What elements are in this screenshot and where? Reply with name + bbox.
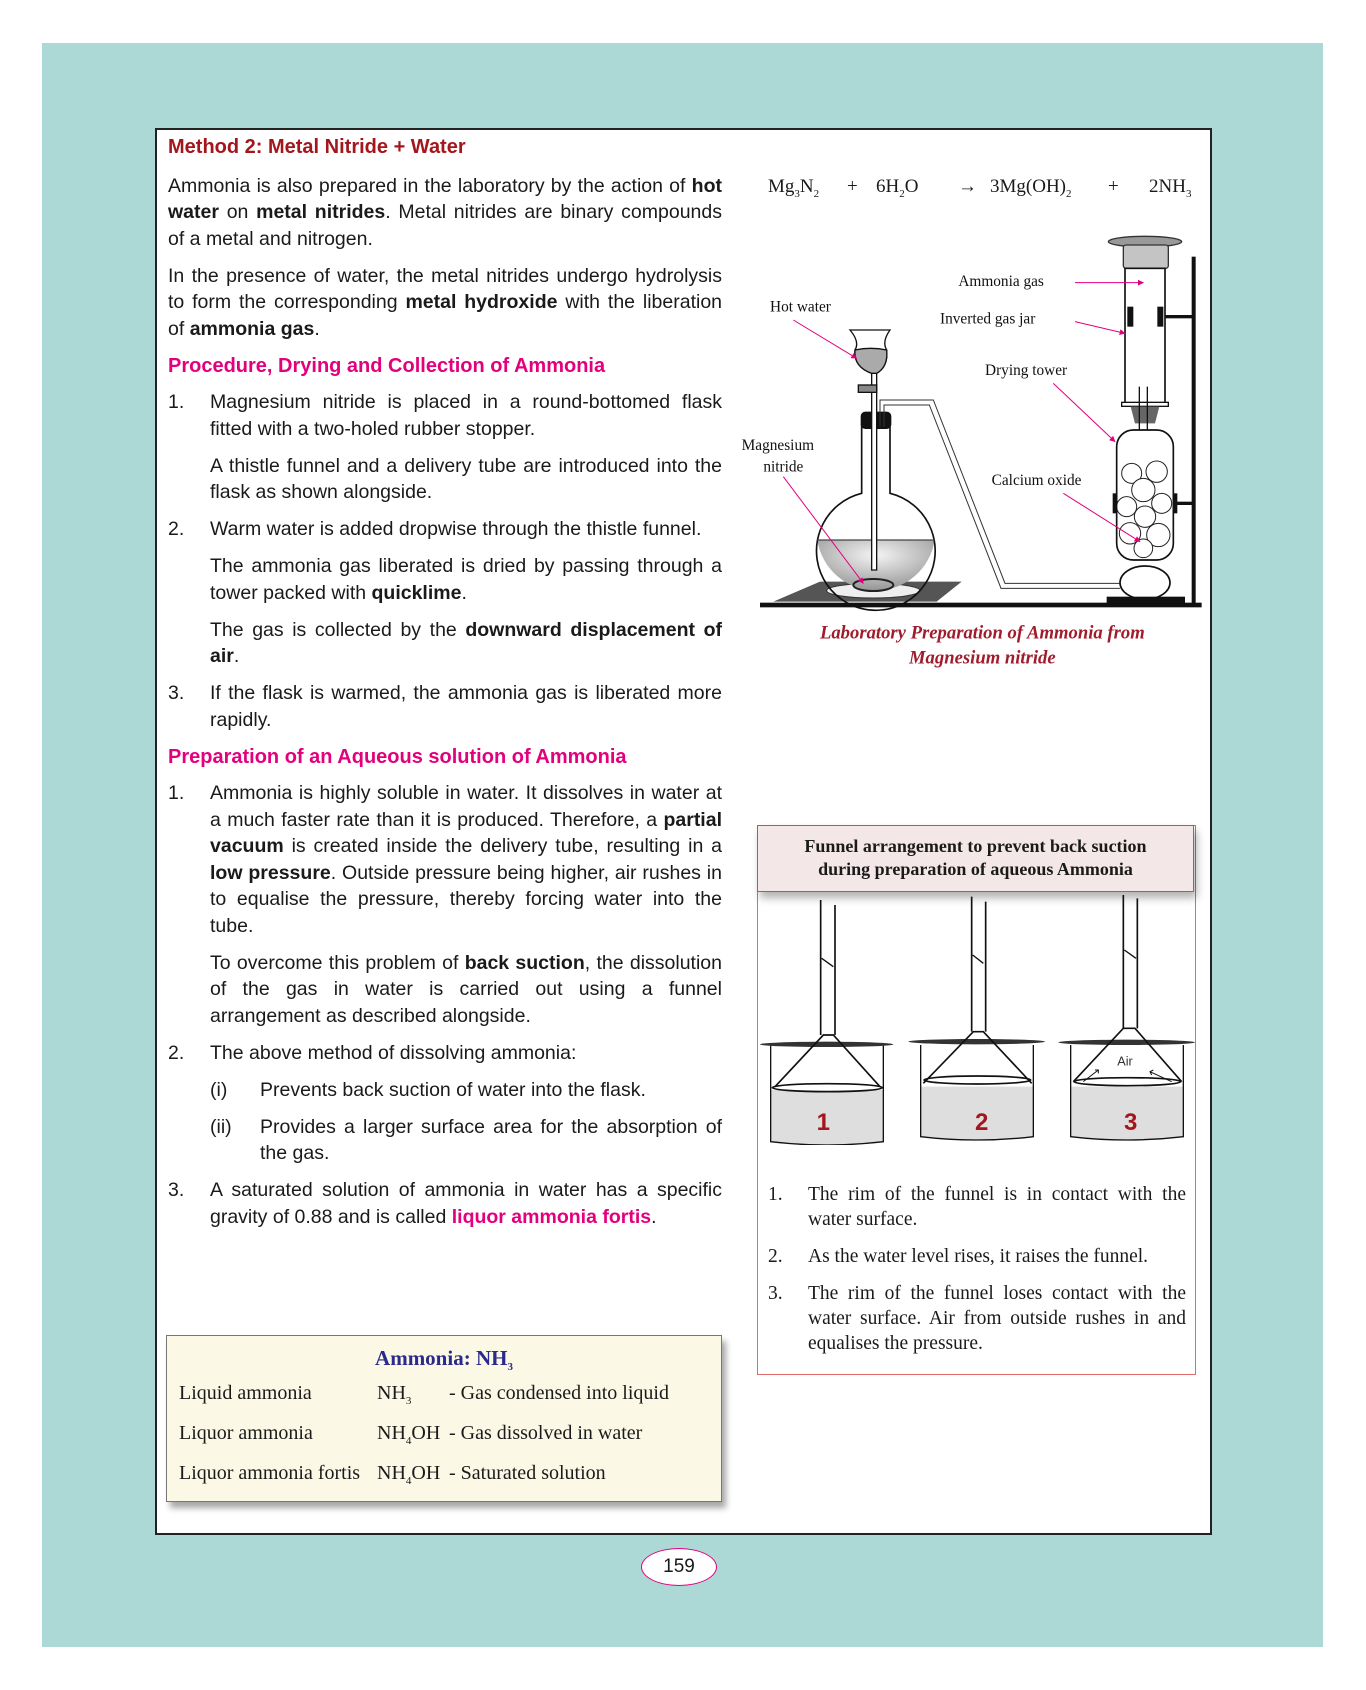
list-item <box>168 516 722 543</box>
subscript: 3 <box>507 1361 513 1373</box>
item-text: The above method of dissolving ammonia: <box>210 1041 577 1064</box>
bold-text: ammonia gas <box>189 317 315 340</box>
item-text: Prevents back suction of water into the flask. <box>260 1078 646 1101</box>
row-description: - Gas condensed into liquid <box>449 1382 669 1404</box>
stand-rod <box>1192 257 1196 605</box>
subscript: 3 <box>794 188 800 200</box>
bold-text: hot water <box>168 174 722 223</box>
air-arrow-icon <box>1083 1070 1171 1082</box>
procedure-heading: Procedure, Drying and Collection of Ammonia <box>168 354 606 377</box>
page-number: 159 <box>641 1548 717 1586</box>
beaker-number: 1 <box>816 1109 831 1136</box>
row-name: Liquor ammonia fortis <box>179 1462 361 1484</box>
item-text: The rim of the funnel loses contact with the water surface. Air from outside rushes in and equalises the pressure. <box>808 1283 1186 1354</box>
funnel-diagrams <box>750 895 1210 1145</box>
diagram-labels <box>742 273 1082 489</box>
method-title: Method 2: Metal Nitride + Water <box>168 136 466 158</box>
item-text <box>210 1177 722 1230</box>
row-description: - Saturated solution <box>449 1462 606 1484</box>
item-text: The rim of the funnel is in contact with the water surface. <box>808 1184 1186 1230</box>
formula-part: NH <box>377 1382 406 1404</box>
text: on <box>218 201 257 223</box>
intro-paragraph-2 <box>168 263 722 343</box>
item-number: (i) <box>210 1078 228 1101</box>
bold-text: low pressure <box>210 861 331 884</box>
eq-part: 2NH <box>1149 176 1186 197</box>
subscript: 3 <box>1185 188 1192 200</box>
eq-part: 3Mg(OH) <box>990 176 1066 197</box>
caption-line: Laboratory Preparation of Ammonia from <box>819 622 1145 644</box>
formula-part: NH <box>377 1462 406 1484</box>
bold-text: metal nitrides <box>256 201 386 223</box>
list-item <box>168 680 722 733</box>
box-title <box>167 1346 721 1371</box>
subscript: 2 <box>813 188 820 200</box>
caption-line: Magnesium nitride <box>908 647 1056 669</box>
row-description: - Gas dissolved in water <box>449 1422 643 1444</box>
label-ammonia-gas: Ammonia gas <box>958 273 1044 290</box>
thistle-funnel <box>850 330 890 570</box>
plus-sign: + <box>847 176 858 197</box>
row-formula <box>377 1422 440 1445</box>
text: Ammonia is also prepared in the laboratory by the action of <box>168 174 692 197</box>
text: with the liberation of <box>168 291 723 340</box>
text: , the dissolution of the gas in water is carried out using a funnel arrangement as described alongside. <box>210 951 722 1027</box>
text: A saturated solution of ammonia in water has a specific gravity of 0.88 and is called <box>210 1179 722 1228</box>
label-drying-tower: Drying tower <box>985 362 1068 379</box>
beaker-number: 2 <box>974 1109 989 1136</box>
item-number: 1. <box>768 1184 783 1205</box>
text: is created inside the delivery tube, resulting in a <box>283 835 722 857</box>
list-item <box>168 1040 722 1067</box>
item-number: 3. <box>768 1283 783 1304</box>
item-text <box>210 780 722 939</box>
eq-part: 6H <box>876 176 900 197</box>
label-magnesium: Magnesium <box>741 437 815 454</box>
list-subparagraph <box>168 617 722 670</box>
beaker-number: 3 <box>1123 1109 1138 1136</box>
beaker-2 <box>908 897 1045 1140</box>
formula-part: OH <box>411 1422 441 1444</box>
subscript: 2 <box>899 188 905 200</box>
label-calcium-oxide: Calcium oxide <box>991 472 1082 489</box>
bold-text: metal hydroxide <box>405 291 558 313</box>
list-subparagraph <box>168 553 722 606</box>
text: Ammonia is highly soluble in water. It dissolves in water at a much faster rate than it is produced. Therefore, a <box>210 782 722 831</box>
pointer-arrows <box>783 283 1143 584</box>
header-line: during preparation of aqueous Ammonia <box>818 859 1133 879</box>
item-text: If the flask is warmed, the ammonia gas is liberated more rapidly. <box>210 682 722 731</box>
subscript: 3 <box>405 1395 412 1407</box>
title-text: Ammonia: NH <box>375 1346 508 1370</box>
text: . <box>461 581 467 604</box>
item-text: Provides a larger surface area for the absorption of the gas. <box>260 1115 722 1164</box>
apparatus-diagram <box>740 160 1220 720</box>
funnel-steps-list <box>768 1182 1186 1368</box>
bold-text: back suction <box>464 951 585 974</box>
item-number: 2. <box>768 1246 783 1267</box>
header-line: Funnel arrangement to prevent back suction <box>804 836 1147 856</box>
row-name: Liquid ammonia <box>179 1382 312 1404</box>
bold-text: quicklime <box>371 581 462 604</box>
list-subparagraph <box>168 950 722 1030</box>
item-number: (ii) <box>210 1115 232 1138</box>
list-subparagraph: A thistle funnel and a delivery tube are introduced into the flask as shown alongside. <box>210 454 722 503</box>
ground-base <box>760 603 1202 608</box>
formula-part: OH <box>411 1462 441 1484</box>
item-text: Magnesium nitride is placed in a round-bottomed flask fitted with a two-holed rubber stopper. <box>210 391 722 440</box>
diagram-caption <box>819 622 1145 668</box>
text: The gas is collected by the <box>210 618 466 641</box>
plus-sign: + <box>1108 176 1119 197</box>
bold-text: downward displacement of air <box>210 618 722 667</box>
row-name: Liquor ammonia <box>179 1422 313 1444</box>
label-hot-water: Hot water <box>770 298 831 316</box>
label-nitride: nitride <box>763 458 804 476</box>
list-item <box>768 1244 1186 1269</box>
item-number: 3. <box>168 1179 185 1201</box>
eq-part: N <box>799 176 814 197</box>
beaker-1 <box>760 900 893 1145</box>
row-formula <box>377 1382 411 1405</box>
eq-part: O <box>904 176 919 197</box>
drying-tower <box>1107 387 1185 604</box>
item-number: 1. <box>168 391 185 413</box>
text: . Metal nitrides are binary compounds of a metal and nitrogen. <box>168 201 722 250</box>
list-item <box>168 780 722 939</box>
subscript: 2 <box>1066 188 1072 200</box>
list-item <box>768 1182 1186 1232</box>
subscript: 4 <box>405 1475 412 1487</box>
text: . <box>233 645 240 667</box>
item-number: 1. <box>168 782 185 804</box>
item-number: 2. <box>168 518 185 540</box>
text: The ammonia gas liberated is dried by passing through a tower packed with <box>210 555 722 604</box>
ammonia-summary-box <box>166 1335 722 1502</box>
arrow-icon: → <box>958 176 977 197</box>
list-item <box>768 1281 1186 1356</box>
roman-item <box>168 1077 722 1104</box>
funnel-box-header <box>757 825 1194 892</box>
gas-jar <box>1108 236 1181 406</box>
aqueous-heading: Preparation of an Aqueous solution of Ammonia <box>168 745 627 768</box>
text: . <box>651 1205 657 1228</box>
roman-item <box>168 1114 722 1167</box>
text: To overcome this problem of <box>210 951 465 974</box>
eq-part: Mg <box>768 176 795 197</box>
row-formula <box>377 1462 440 1485</box>
left-column <box>168 134 722 1241</box>
list-item <box>168 389 722 442</box>
highlight-text: liquor ammonia fortis <box>451 1205 652 1228</box>
item-text: As the water level rises, it raises the funnel. <box>808 1246 1149 1267</box>
item-text: Warm water is added dropwise through the thistle funnel. <box>210 518 702 540</box>
text: In the presence of water, the metal nitrides undergo hydrolysis to form the corresponding <box>168 264 722 313</box>
item-number: 2. <box>168 1041 185 1064</box>
formula-part: NH <box>377 1422 406 1444</box>
text: . <box>314 317 320 340</box>
subscript: 4 <box>405 1435 412 1447</box>
item-number: 3. <box>168 682 185 704</box>
label-inverted-gas-jar: Inverted gas jar <box>940 310 1036 328</box>
text: . Outside pressure being higher, air rushes in to equalise the pressure, thereby forcing water into the tube. <box>210 861 722 937</box>
bold-text: partial vacuum <box>210 808 722 857</box>
intro-paragraph-1 <box>168 173 722 253</box>
air-label: Air <box>1117 1054 1133 1069</box>
beaker-3 <box>1058 895 1195 1140</box>
list-item <box>168 1177 722 1230</box>
